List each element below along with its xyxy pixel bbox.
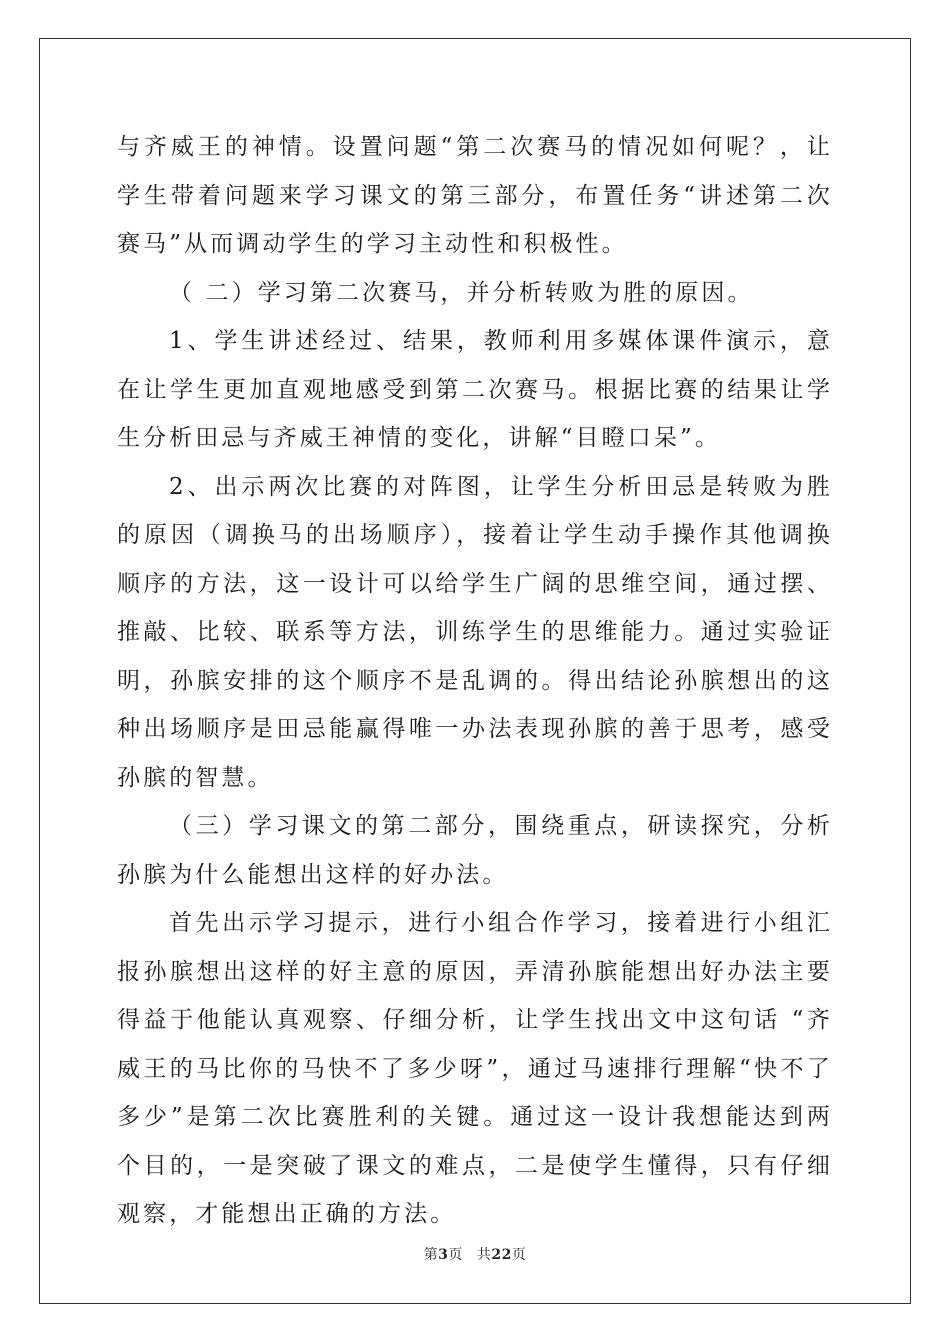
document-body — [117, 123, 833, 1239]
paragraph-5: （三）学习课文的第二部分，围绕重点，研读探究，分析孙膑为什么能想出这样的好办法。 — [117, 813, 833, 888]
page-footer — [0, 1244, 950, 1264]
paragraph-1: 与齐威王的神情。设置问题“第二次赛马的情况如何呢？，让学生带着问题来学习课文的第三部分，布置任务“讲述第二次赛马”从而调动学生的学习主动性和积极性。 — [117, 134, 833, 257]
paragraph-4: 2、出示两次比赛的对阵图，让学生分析田忌是转败为胜的原因（调换马的出场顺序），接着让学生动手操作其他调换顺序的方法，这一设计可以给学生广阔的思维空间，通过摆、推敲、比较、联系等方法，训练学生的思维能力。通过实验证明，孙膑安排的这个顺序不是乱调的。得出结论孙膑想出的这种出场顺序是田忌能赢得唯一办法表现孙膑的善于思考，感受孙膑的智慧。 — [117, 473, 833, 791]
page-prefix: 第 — [423, 1247, 439, 1263]
paragraph-3: 1、学生讲述经过、结果，教师利用多媒体课件演示，意在让学生更加直观地感受到第二次赛马。根据比赛的结果让学生分析田忌与齐威王神情的变化，讲解“目瞪口呆”。 — [117, 328, 833, 451]
page-suffix: 页 — [448, 1247, 463, 1263]
total-pages: 22 — [491, 1247, 512, 1263]
total-suffix: 页 — [511, 1247, 527, 1263]
total-prefix: 共 — [476, 1247, 492, 1263]
paragraph-6: 首先出示学习提示，进行小组合作学习，接着进行小组汇报孙膑想出这样的好主意的原因，弄清孙膑能想出好办法主要得益于他能认真观察、仔细分析，让学生找出文中这句话 “齐威王的马比你的马快不了多少呀”，通过马速排行理解“快不了多少”是第二次比赛胜利的关键。通过这一设计我想能达到两个目的，一是突破了课文的难点，二是使学生懂得，只有仔细观察，才能想出正确的方法。 — [117, 910, 833, 1227]
page-number: 3 — [438, 1247, 449, 1263]
paragraph-2: （ 二）学习第二次赛马，并分析转败为胜的原因。 — [169, 279, 754, 306]
